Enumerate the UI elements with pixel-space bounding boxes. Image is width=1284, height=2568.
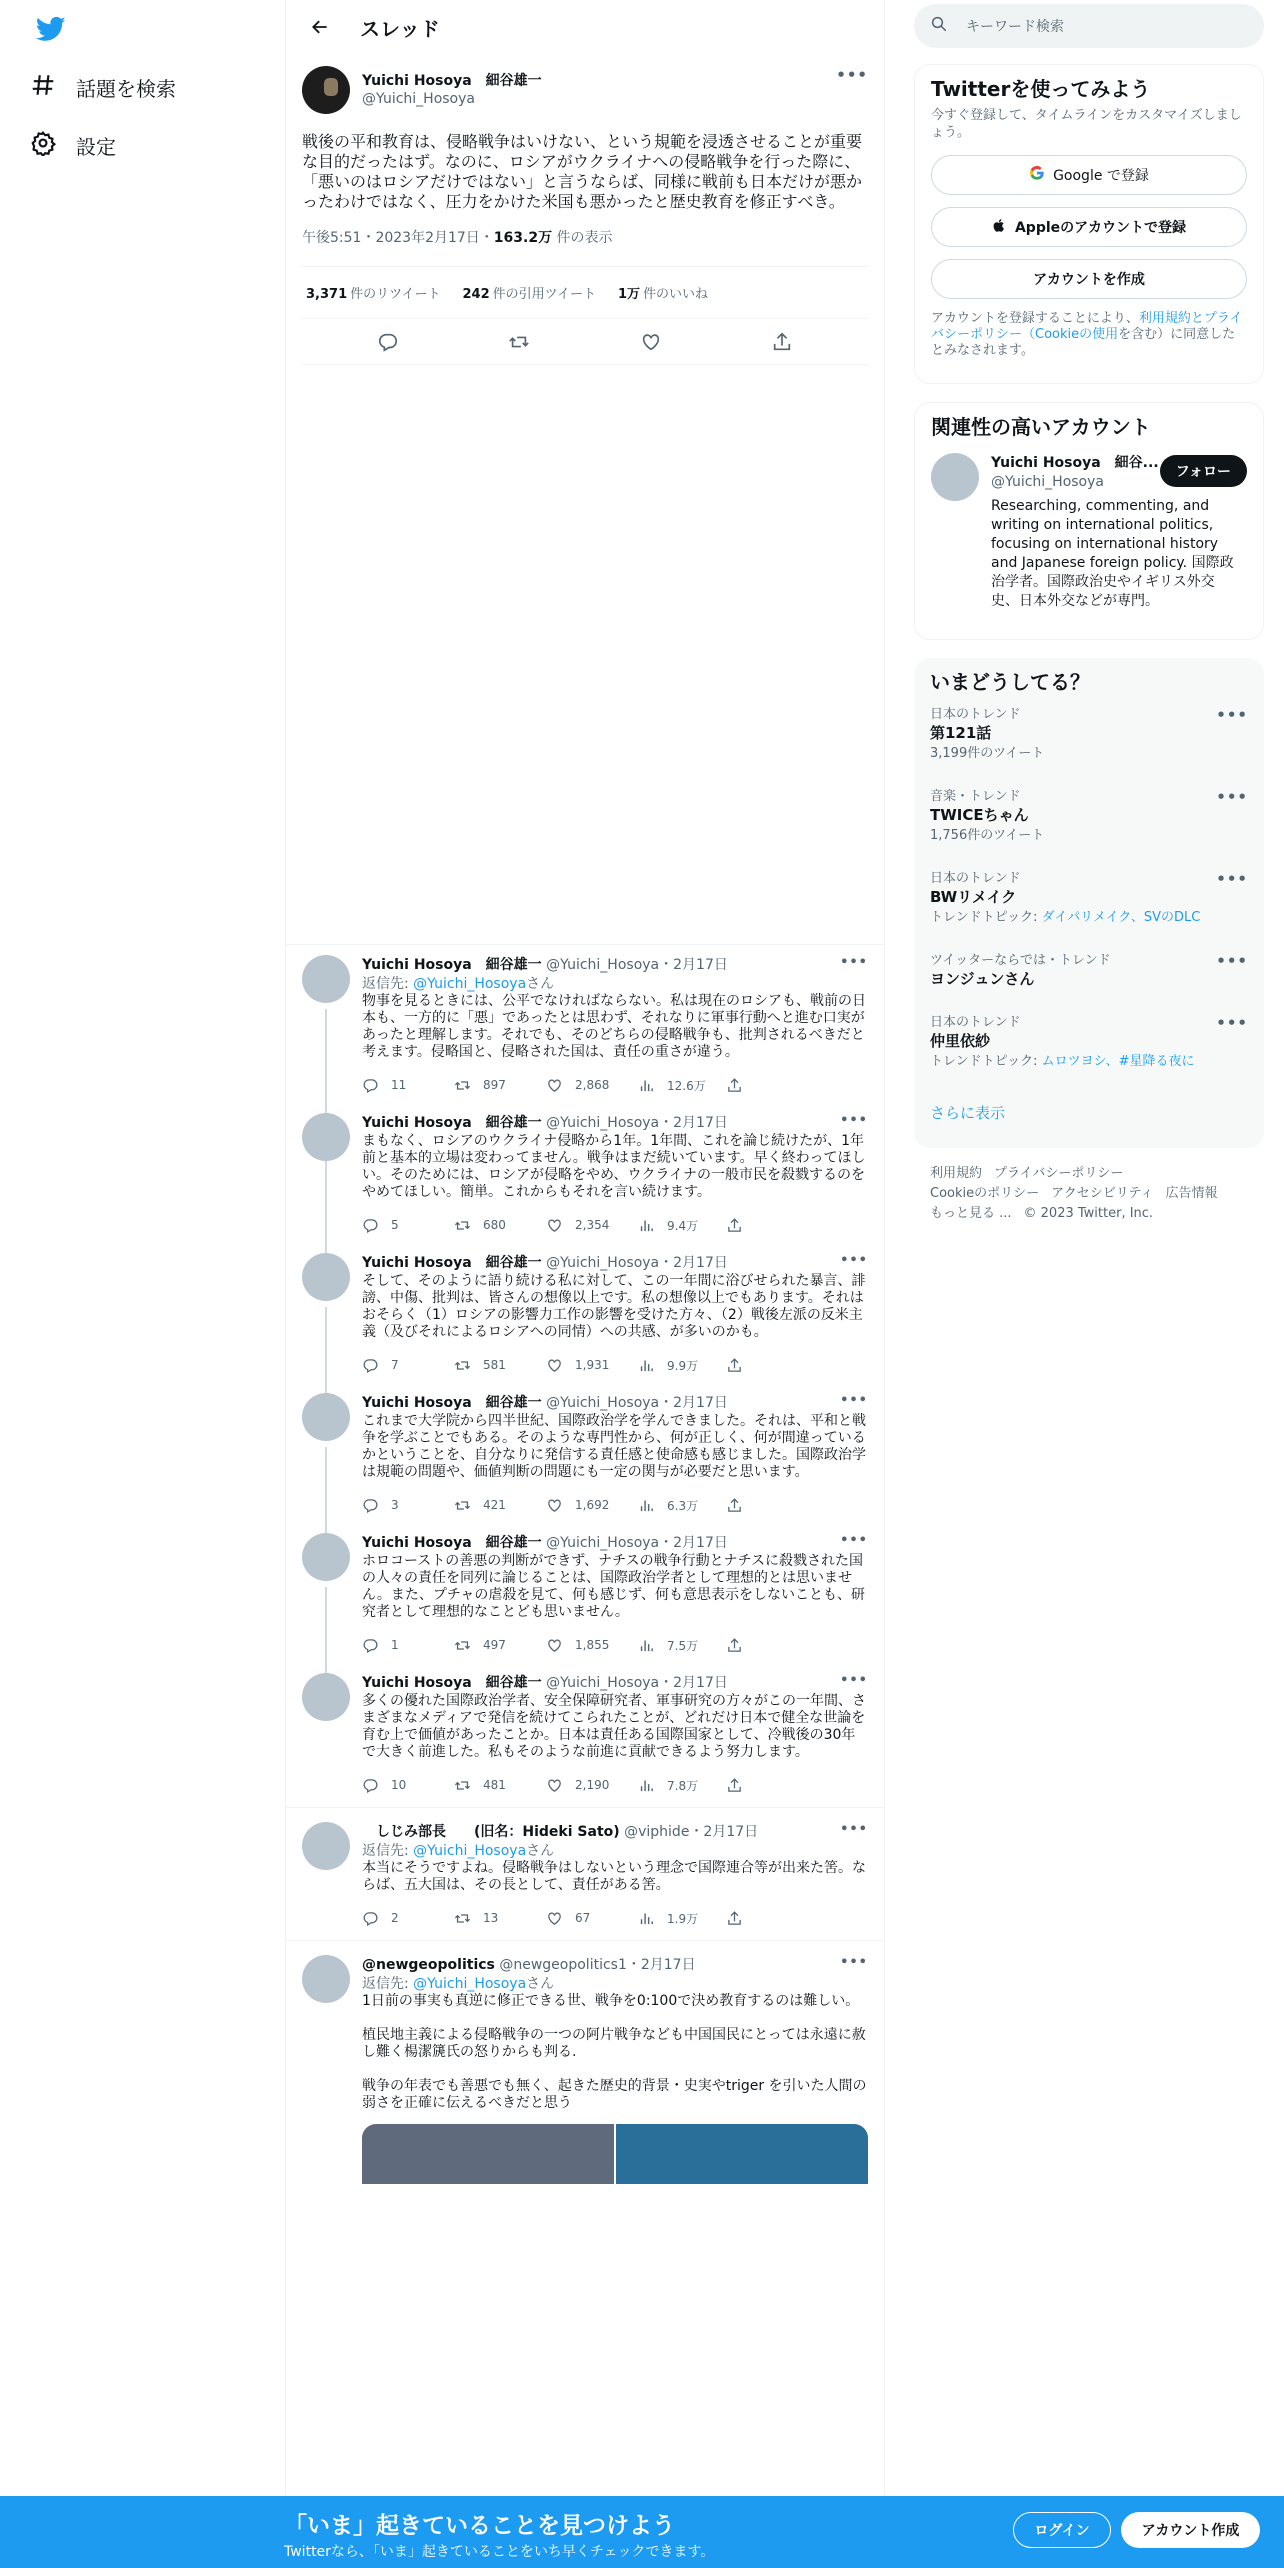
reply-to-suffix: さん bbox=[526, 976, 555, 992]
reply-to-suffix: さん bbox=[526, 1843, 555, 1859]
author-handle[interactable]: @Yuichi_Hosoya bbox=[546, 1255, 660, 1271]
trend-item[interactable] bbox=[914, 1014, 1264, 1096]
tweet-text: 物事を見るときには、公平でなければならない。私は現在のロシアも、戦前の日本も、一方的に「悪」であったとは思わず、それなりに軍事行動へと進む口実があったと理解します。それでも、そのどちらの侵略戦争も、批判されるべきだと考えます。侵略国と、侵略された国は、責任の重さが違う。 bbox=[362, 993, 866, 1060]
like-icon bbox=[546, 1910, 563, 1927]
trend-item[interactable] bbox=[914, 870, 1264, 952]
quote-stat-label: 件の引用ツイート bbox=[492, 287, 596, 302]
show-more-link[interactable]: さらに表示 bbox=[930, 1104, 1006, 1122]
like-stat[interactable] bbox=[618, 283, 708, 302]
reply-button[interactable] bbox=[362, 1777, 454, 1794]
trend-count: 1,756件のツイート bbox=[930, 828, 1045, 843]
terms-suffix: を含む）に同意したとみなされます。 bbox=[931, 327, 1236, 358]
trend-topic bbox=[930, 1053, 1248, 1071]
reply-tweet[interactable] bbox=[286, 1103, 884, 1243]
reply-to bbox=[362, 1975, 868, 1993]
avatar[interactable] bbox=[302, 1253, 350, 1301]
views-count: 1.9万 bbox=[667, 1911, 699, 1926]
share-button[interactable] bbox=[726, 1637, 818, 1654]
trend-name: 第121話 bbox=[930, 724, 992, 742]
views-button[interactable] bbox=[638, 1910, 726, 1927]
author-name[interactable]: Yuichi Hosoya 細谷雄一 bbox=[362, 1675, 542, 1691]
tweet-actions bbox=[302, 319, 868, 365]
trend-meta: ツイッターならでは・トレンド bbox=[930, 953, 1111, 968]
retweet-icon bbox=[454, 1077, 471, 1094]
retweet-button[interactable] bbox=[454, 1217, 546, 1234]
footer-link[interactable]: Cookieのポリシー bbox=[930, 1186, 1040, 1201]
avatar[interactable] bbox=[302, 955, 350, 1003]
like-count: 2,354 bbox=[575, 1218, 610, 1232]
trend-item[interactable] bbox=[914, 706, 1264, 788]
views-icon bbox=[638, 1357, 655, 1374]
like-count: 2,190 bbox=[575, 1778, 610, 1792]
views-count: 163.2万 bbox=[493, 230, 553, 246]
share-button[interactable] bbox=[726, 1077, 818, 1094]
nav-settings[interactable] bbox=[30, 120, 116, 170]
footer-links bbox=[930, 1164, 1260, 1224]
views-button[interactable] bbox=[638, 1077, 726, 1094]
like-icon bbox=[546, 1217, 563, 1234]
reply-button[interactable] bbox=[362, 1910, 454, 1927]
reply-to-prefix: 返信先: bbox=[362, 1976, 414, 1992]
trend-meta: 日本のトレンド bbox=[930, 707, 1021, 722]
apple-signup-button[interactable] bbox=[931, 207, 1247, 247]
nav-explore-label: 話題を検索 bbox=[76, 76, 176, 101]
more-icon[interactable]: ••• bbox=[1216, 1014, 1248, 1032]
like-button[interactable] bbox=[546, 1637, 638, 1654]
google-signup-label: Google で登録 bbox=[1053, 168, 1149, 184]
login-button[interactable]: ログイン bbox=[1013, 2512, 1111, 2548]
search-icon bbox=[930, 15, 948, 37]
follow-button[interactable]: フォロー bbox=[1160, 455, 1247, 487]
quote-stat[interactable] bbox=[462, 283, 596, 302]
avatar[interactable] bbox=[302, 66, 350, 114]
like-icon bbox=[546, 1357, 563, 1374]
like-icon[interactable] bbox=[640, 331, 662, 353]
focal-tweet bbox=[286, 54, 884, 365]
more-icon[interactable]: ••• bbox=[1216, 870, 1248, 888]
trend-meta: 日本のトレンド bbox=[930, 1015, 1021, 1030]
reply-icon bbox=[362, 1077, 379, 1094]
views-label: 件の表示 bbox=[552, 230, 613, 246]
views-icon bbox=[638, 1077, 655, 1094]
retweet-button[interactable] bbox=[454, 1637, 546, 1654]
author-handle[interactable]: @newgeopolitics1 bbox=[499, 1957, 627, 1973]
retweet-button[interactable] bbox=[454, 1077, 546, 1094]
reply-icon bbox=[362, 1497, 379, 1514]
footer-link[interactable]: アクセシビリティ bbox=[1051, 1186, 1154, 1201]
tweet-date[interactable]: ・2月17日 bbox=[659, 1255, 728, 1271]
views-icon bbox=[638, 1637, 655, 1654]
views-icon bbox=[638, 1497, 655, 1514]
tweet-date[interactable]: ・2月17日 bbox=[689, 1824, 759, 1840]
retweet-icon[interactable] bbox=[508, 331, 530, 353]
views-icon bbox=[638, 1217, 655, 1234]
page-title: スレッド bbox=[360, 16, 440, 41]
reply-tweet[interactable] bbox=[286, 1941, 884, 2184]
views-count: 9.4万 bbox=[667, 1218, 699, 1233]
like-count: 1,692 bbox=[575, 1498, 610, 1512]
reply-count: 2 bbox=[391, 1911, 399, 1925]
reply-to bbox=[362, 975, 868, 993]
reply-button[interactable] bbox=[362, 1077, 454, 1094]
like-stat-label: 件のいいね bbox=[643, 287, 709, 302]
author-handle[interactable]: @Yuichi_Hosoya bbox=[546, 1535, 660, 1551]
back-arrow-icon[interactable] bbox=[302, 9, 338, 45]
author-name[interactable]: Yuichi Hosoya 細谷雄一 bbox=[362, 1115, 542, 1131]
signup-subtitle: 今すぐ登録して、タイムラインをカスタマイズしましょう。 bbox=[931, 108, 1242, 140]
thread-header bbox=[286, 0, 884, 54]
trend-name: BWリメイク bbox=[930, 888, 1017, 906]
related-account[interactable] bbox=[915, 441, 1263, 623]
twitter-logo-icon[interactable] bbox=[34, 14, 68, 44]
like-icon bbox=[546, 1497, 563, 1514]
reply-count: 11 bbox=[391, 1078, 407, 1092]
author-handle[interactable]: @Yuichi_Hosoya bbox=[546, 1675, 660, 1691]
left-nav bbox=[0, 0, 285, 2568]
reply-tweet[interactable] bbox=[286, 1383, 884, 1523]
reply-icon bbox=[362, 1217, 379, 1234]
share-icon bbox=[726, 1637, 743, 1654]
apple-icon bbox=[992, 218, 1007, 237]
retweet-count: 13 bbox=[483, 1911, 499, 1925]
reply-to-link[interactable]: @Yuichi_Hosoya bbox=[413, 976, 527, 992]
reply-to-prefix: 返信先: bbox=[362, 976, 414, 992]
tweet-time[interactable]: 午後5:51・2023年2月17日・ bbox=[302, 230, 494, 246]
signup-title: Twitterを使ってみよう bbox=[931, 77, 1151, 101]
more-icon[interactable]: ••• bbox=[840, 1113, 868, 1128]
signup-box bbox=[914, 64, 1264, 384]
retweet-icon bbox=[454, 1777, 471, 1794]
author-name[interactable]: Yuichi Hosoya 細谷雄一 bbox=[362, 957, 542, 973]
retweet-count: 3,371 bbox=[306, 287, 348, 302]
tweet-text: まもなく、ロシアのウクライナ侵略から1年。1年間、これを論じ続けたが、1年前と基本的立場は変わってません。戦争はまだ続いています。早く終わってほしい。そのためには、ロシアが侵略をやめ、ウクライナの一般市民を殺戮するのをやめてほしい。簡単。これからもそれを言い続けます。 bbox=[362, 1133, 866, 1200]
avatar[interactable] bbox=[302, 1822, 350, 1870]
gear-icon bbox=[30, 130, 56, 161]
google-icon bbox=[1029, 165, 1045, 185]
copyright: © 2023 Twitter, Inc. bbox=[1023, 1206, 1154, 1221]
share-icon bbox=[726, 1910, 743, 1927]
more-icon[interactable]: ••• bbox=[840, 1673, 868, 1688]
nav-explore[interactable] bbox=[30, 62, 176, 112]
footer-link[interactable]: 利用規約 bbox=[930, 1166, 983, 1181]
trend-item[interactable] bbox=[914, 788, 1264, 870]
terms-prefix: アカウントを登録することにより、 bbox=[931, 311, 1139, 326]
tweet-stats bbox=[302, 267, 868, 319]
share-icon[interactable] bbox=[771, 331, 793, 353]
author-name[interactable]: Yuichi Hosoya 細谷雄一 bbox=[362, 1535, 542, 1551]
reply-count: 5 bbox=[391, 1218, 399, 1232]
avatar[interactable] bbox=[302, 1955, 350, 2003]
retweet-icon bbox=[454, 1497, 471, 1514]
author-name[interactable]: Yuichi Hosoya 細谷雄一 bbox=[362, 1395, 542, 1411]
avatar[interactable] bbox=[302, 1673, 350, 1721]
trend-topic-link[interactable]: ムロツヨシ、#星降る夜に bbox=[1041, 1054, 1195, 1069]
reply-icon bbox=[362, 1637, 379, 1654]
avatar[interactable] bbox=[302, 1393, 350, 1441]
like-icon bbox=[546, 1077, 563, 1094]
retweet-button[interactable] bbox=[454, 1497, 546, 1514]
related-title: 関連性の高いアカウント bbox=[931, 415, 1151, 439]
tweet-text: これまで大学院から四半世紀、国際政治学を学んできました。それは、平和と戦争を学ぶことでもある。そのような専門性から、何が正しく、何が間違っているかということを、自分なりに発信する責任感と使命感も感じました。国際政治学は規範の問題や、価値判断の問題にも一定の関与が必要だと思います。 bbox=[362, 1413, 866, 1480]
retweet-count: 497 bbox=[483, 1638, 506, 1652]
search-bar[interactable] bbox=[914, 4, 1264, 48]
trend-topic-prefix: トレンドトピック: bbox=[930, 1054, 1042, 1069]
like-button[interactable] bbox=[546, 1077, 638, 1094]
trend-item[interactable] bbox=[914, 952, 1264, 1014]
bottom-title: 「いま」起きていることを見つけよう bbox=[284, 2513, 675, 2539]
retweet-icon bbox=[454, 1357, 471, 1374]
author-name[interactable]: @newgeopolitics bbox=[362, 1957, 495, 1973]
author-handle[interactable]: @Yuichi_Hosoya bbox=[546, 1115, 660, 1131]
trend-name: ヨンジュンさん bbox=[930, 970, 1035, 988]
tweet-text: 1日前の事実も真逆に修正できる世、戦争を0:100で決め教育するのは難しい。 植民地主義による侵略戦争の一つの阿片戦争なども中国国民にとっては永遠に赦し難く楊潔篪氏の怒りからも判る. 戦争の年表でも善悪でも無く、起きた歴史的背景・史実やtriger を引いた人間の弱さを正確に伝えるべきだと思う bbox=[362, 1993, 867, 2111]
nav-settings-label: 設定 bbox=[76, 134, 116, 159]
share-button[interactable] bbox=[726, 1497, 818, 1514]
tweet-text: 戦後の平和教育は、侵略戦争はいけない、という規範を浸透させることが重要な目的だったはず。なのに、ロシアがウクライナへの侵略戦争を行った際に、「悪いのはロシアだけではない」と言うならば、同様に戦前も日本だけが悪かったわけではなく、圧力をかけた米国も悪かったと歴史教育を修正すべき。 bbox=[302, 132, 863, 211]
like-count: 1,855 bbox=[575, 1638, 610, 1652]
like-count: 67 bbox=[575, 1911, 591, 1925]
retweet-count: 897 bbox=[483, 1078, 506, 1092]
author-handle[interactable]: @Yuichi_Hosoya bbox=[546, 957, 660, 973]
retweet-stat[interactable] bbox=[306, 283, 440, 302]
tweet-text: ホロコーストの善悪の判断ができず、ナチスの戦争行動とナチスに殺戮された国の人々の責任を同列に論じることは、国際政治学者として理想的とは思いません。また、プチャの虐殺を見て、何も感じず、何も意思表示をしないことも、研究者として理想的なことども思いません。 bbox=[362, 1553, 866, 1620]
like-count: 2,868 bbox=[575, 1078, 610, 1092]
retweet-stat-label: 件のリツイート bbox=[350, 287, 441, 302]
reply-count: 7 bbox=[391, 1358, 399, 1372]
retweet-count: 680 bbox=[483, 1218, 506, 1232]
author-handle[interactable]: @Yuichi_Hosoya bbox=[362, 91, 475, 107]
retweet-icon bbox=[454, 1217, 471, 1234]
thread-line bbox=[325, 1243, 327, 1253]
bottom-subtitle: Twitterなら、「いま」起きていることをいち早くチェックできます。 bbox=[284, 2544, 715, 2560]
google-signup-button[interactable] bbox=[931, 155, 1247, 195]
reply-to-link[interactable]: @Yuichi_Hosoya bbox=[413, 1843, 527, 1859]
share-button[interactable] bbox=[726, 1217, 818, 1234]
like-button[interactable] bbox=[546, 1497, 638, 1514]
share-button[interactable] bbox=[726, 1777, 818, 1794]
views-button[interactable] bbox=[638, 1777, 726, 1794]
more-icon[interactable]: ••• bbox=[840, 1253, 868, 1268]
avatar[interactable] bbox=[302, 1113, 350, 1161]
retweet-button[interactable] bbox=[454, 1777, 546, 1794]
reply-count: 1 bbox=[391, 1638, 399, 1652]
trend-topic-prefix: トレンドトピック: bbox=[930, 910, 1042, 925]
retweet-icon bbox=[454, 1910, 471, 1927]
share-icon bbox=[726, 1077, 743, 1094]
trends-box bbox=[914, 658, 1264, 1148]
views-button[interactable] bbox=[638, 1637, 726, 1654]
more-icon[interactable]: ••• bbox=[1216, 706, 1248, 724]
more-icon[interactable]: ••• bbox=[1216, 788, 1248, 806]
tweet-date[interactable]: ・2月17日 bbox=[659, 1115, 728, 1131]
media-image[interactable] bbox=[616, 2124, 868, 2184]
terms-text bbox=[915, 311, 1263, 359]
trend-name: TWICEちゃん bbox=[930, 806, 1029, 824]
like-button[interactable] bbox=[546, 1357, 638, 1374]
like-count: 1万 bbox=[617, 287, 641, 302]
related-name[interactable]: Yuichi Hosoya 細谷... bbox=[991, 455, 1159, 471]
retweet-count: 481 bbox=[483, 1778, 506, 1792]
related-accounts-box bbox=[914, 402, 1264, 640]
reply-tweet[interactable] bbox=[286, 1243, 884, 1383]
retweet-button[interactable] bbox=[454, 1910, 546, 1927]
reply-button[interactable] bbox=[362, 1497, 454, 1514]
tweet-text: 多くの優れた国際政治学者、安全保障研究者、軍事研究の方々がこの一年間、さまざまなメディアで発信を続けてこられたことが、どれだけ日本で健全な世論を育む上で価値があったことか。日本は責任ある国際国家として、冷戦後の30年で大きく前進した。私もそのような前進に貢献できるよう努力します。 bbox=[362, 1693, 866, 1760]
like-icon bbox=[546, 1637, 563, 1654]
views-count: 7.5万 bbox=[667, 1638, 699, 1653]
more-icon[interactable]: ••• bbox=[840, 1822, 868, 1837]
tweet-date[interactable]: ・2月17日 bbox=[626, 1957, 696, 1973]
hashtag-icon bbox=[30, 72, 56, 103]
quote-count: 242 bbox=[462, 287, 490, 302]
like-button[interactable] bbox=[546, 1910, 638, 1927]
trend-topic-link[interactable]: ダイパリメイク、SVのDLC bbox=[1041, 910, 1201, 925]
share-button[interactable] bbox=[726, 1357, 818, 1374]
tweet-date[interactable]: ・2月17日 bbox=[659, 1675, 728, 1691]
share-icon bbox=[726, 1217, 743, 1234]
media-image[interactable] bbox=[362, 2124, 614, 2184]
retweet-count: 581 bbox=[483, 1358, 506, 1372]
views-count: 6.3万 bbox=[667, 1498, 699, 1513]
trend-meta: 日本のトレンド bbox=[930, 871, 1021, 886]
more-icon[interactable]: ••• bbox=[1216, 952, 1248, 970]
like-count: 1,931 bbox=[575, 1358, 610, 1372]
like-button[interactable] bbox=[546, 1777, 638, 1794]
trend-name: 仲里依紗 bbox=[930, 1032, 991, 1050]
reply-button[interactable] bbox=[362, 1637, 454, 1654]
tweet-text: 本当にそうですよね。侵略戦争はしないという理念で国際連合等が出来た筈。ならば、五大国は、その長として、責任がある筈。 bbox=[362, 1860, 866, 1893]
trend-topic bbox=[930, 909, 1248, 927]
reply-icon bbox=[362, 1777, 379, 1794]
views-button[interactable] bbox=[638, 1217, 726, 1234]
reply-tweet[interactable] bbox=[286, 1808, 884, 1941]
share-icon bbox=[726, 1357, 743, 1374]
embedded-content-area bbox=[286, 365, 884, 945]
reply-count: 10 bbox=[391, 1778, 407, 1792]
more-icon[interactable]: ••• bbox=[840, 1533, 868, 1548]
tweet-date[interactable]: ・2月17日 bbox=[659, 1535, 728, 1551]
apple-signup-label: Appleのアカウントで登録 bbox=[1014, 220, 1187, 236]
reply-tweet[interactable] bbox=[286, 1663, 884, 1808]
author-name[interactable]: しじみ部長 (旧名：Hideki Sato) bbox=[362, 1824, 620, 1840]
views-icon bbox=[638, 1777, 655, 1794]
share-button[interactable] bbox=[726, 1910, 818, 1927]
terms-link[interactable]: 利用規約とプライバシーポリシー（Cookieの使用 bbox=[931, 311, 1243, 342]
reply-to-suffix: さん bbox=[526, 1976, 555, 1992]
like-button[interactable] bbox=[546, 1217, 638, 1234]
share-icon bbox=[726, 1497, 743, 1514]
author-handle[interactable]: @Yuichi_Hosoya bbox=[546, 1395, 660, 1411]
reply-to-prefix: 返信先: bbox=[362, 1843, 414, 1859]
views-button[interactable] bbox=[638, 1497, 726, 1514]
reply-to bbox=[362, 1842, 868, 1860]
more-icon[interactable]: ••• bbox=[836, 66, 868, 84]
more-icon[interactable]: ••• bbox=[840, 955, 868, 970]
reply-icon[interactable] bbox=[377, 331, 399, 353]
tweet-date[interactable]: ・2月17日 bbox=[659, 957, 728, 973]
reply-count: 3 bbox=[391, 1498, 399, 1512]
thread-line bbox=[325, 1663, 327, 1673]
tweet-meta bbox=[302, 228, 868, 267]
retweet-count: 421 bbox=[483, 1498, 506, 1512]
related-handle[interactable]: @Yuichi_Hosoya bbox=[991, 474, 1104, 490]
share-icon bbox=[726, 1777, 743, 1794]
footer-link[interactable]: もっと見る ... bbox=[930, 1206, 1012, 1221]
search-input[interactable]: キーワード検索 bbox=[966, 19, 1064, 35]
signup-button[interactable]: アカウント作成 bbox=[1121, 2512, 1260, 2548]
reply-tweet[interactable] bbox=[286, 945, 884, 1103]
views-count: 12.6万 bbox=[667, 1078, 706, 1093]
author-handle[interactable]: @viphide bbox=[624, 1824, 690, 1840]
footer-link[interactable]: プライバシーポリシー bbox=[994, 1166, 1124, 1181]
reply-icon bbox=[362, 1910, 379, 1927]
avatar[interactable] bbox=[931, 453, 979, 501]
tweet-text: そして、そのように語り続ける私に対して、この一年間に浴びせられた暴言、誹謗、中傷、批判は、皆さんの想像以上です。私の想像以上でもあります。それはおそらく（1）ロシアの影響力工作の影響を受けた方々、（2）戦後左派の反米主義（及びそれによるロシアへの同情）への共感、が多いのかも。 bbox=[362, 1273, 866, 1340]
thread-line bbox=[325, 1383, 327, 1393]
tweet-media[interactable] bbox=[362, 2124, 868, 2184]
author-name[interactable]: Yuichi Hosoya 細谷雄一 bbox=[362, 73, 542, 89]
bottom-signup-bar bbox=[0, 2496, 1284, 2568]
reply-button[interactable] bbox=[362, 1217, 454, 1234]
reply-button[interactable] bbox=[362, 1357, 454, 1374]
related-bio: Researching, commenting, and writing on international politics, focusing on international history and Japanese foreign policy. 国際政治学者。国際政治史やイギリス外交史、日本外交などが専門。 bbox=[991, 498, 1234, 609]
views-icon bbox=[638, 1910, 655, 1927]
views-button[interactable] bbox=[638, 1357, 726, 1374]
reply-tweet[interactable] bbox=[286, 1523, 884, 1663]
trends-title: いまどうしてる？ bbox=[930, 670, 1090, 694]
views-count: 7.8万 bbox=[667, 1778, 699, 1793]
reply-icon bbox=[362, 1357, 379, 1374]
tweet-date[interactable]: ・2月17日 bbox=[659, 1395, 728, 1411]
views-count: 9.9万 bbox=[667, 1358, 699, 1373]
more-icon[interactable]: ••• bbox=[840, 1955, 868, 1970]
footer-link[interactable]: 広告情報 bbox=[1165, 1186, 1218, 1201]
create-account-button[interactable] bbox=[931, 259, 1247, 299]
create-account-label: アカウントを作成 bbox=[1033, 272, 1145, 288]
retweet-icon bbox=[454, 1637, 471, 1654]
thread-line bbox=[325, 1523, 327, 1533]
trend-meta: 音楽・トレンド bbox=[930, 789, 1021, 804]
avatar[interactable] bbox=[302, 1533, 350, 1581]
trend-count: 3,199件のツイート bbox=[930, 746, 1045, 761]
reply-to-link[interactable]: @Yuichi_Hosoya bbox=[413, 1976, 527, 1992]
like-icon bbox=[546, 1777, 563, 1794]
main-column bbox=[285, 0, 885, 2568]
author-name[interactable]: Yuichi Hosoya 細谷雄一 bbox=[362, 1255, 542, 1271]
thread-line bbox=[325, 1103, 327, 1113]
more-icon[interactable]: ••• bbox=[840, 1393, 868, 1408]
retweet-button[interactable] bbox=[454, 1357, 546, 1374]
